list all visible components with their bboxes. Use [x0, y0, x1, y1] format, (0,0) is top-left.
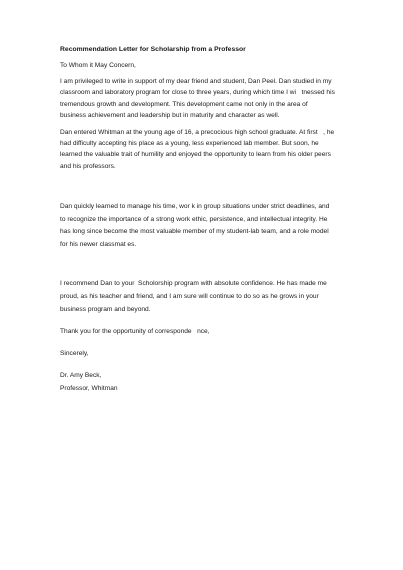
paragraph-line: I recommend Dan to your Scholorship program with absolute confidence. He has made me [60, 280, 327, 288]
paragraph-line: Dan quickly learned to manage his time, wor k in group situations under strict deadlines, and [60, 202, 330, 210]
paragraph-line: learned the valuable trait of humility and enjoyed the opportunity to learn from his older peers [60, 151, 331, 159]
paragraph-2 [60, 127, 360, 172]
paragraph-4 [60, 278, 360, 316]
paragraph-line: tremendous growth and development. This development came not only in the area of [60, 100, 308, 108]
paragraph-line: has long since become the most valuable member of my student-lab team, and a role model [60, 228, 329, 236]
paragraph-3 [60, 201, 360, 252]
letter-body [60, 44, 360, 395]
paragraph-line: and his professors. [60, 162, 116, 170]
paragraph-line: I am privileged to write in support of my dear friend and student, Dan Peel. Dan studied in my [60, 78, 332, 86]
paragraph-line: business achievement and leadership but in maturity and character as well. [60, 111, 280, 119]
letter-title: Recommendation Letter for Scholarship from a Professor [60, 46, 246, 53]
thanks-line: Thank you for the opportunity of corresponde nce, [60, 328, 210, 336]
signature-name: Dr. Amy Beck, [60, 372, 102, 380]
signature-title: Professor, Whitman [60, 385, 118, 393]
paragraph-line: business program and beyond. [60, 305, 151, 313]
paragraph-line: for his newer classmat es. [60, 241, 137, 249]
paragraph-line: to recognize the importance of a strong work ethic, persistence, and intellectual integrity. He [60, 215, 328, 223]
paragraph-1 [60, 76, 360, 121]
paragraph-line: had difficulty accepting his place as a young, less experienced lab member. But soon, he [60, 140, 319, 148]
closing-line: Sincerely, [60, 350, 89, 358]
paragraph-line: proud, as his teacher and friend, and I am sure will continue to do so as he grows in your [60, 292, 319, 300]
paragraph-line: Dan entered Whitman at the young age of 16, a precocious high school graduate. At first , he [60, 129, 335, 137]
salutation: To Whom it May Concern, [60, 62, 136, 69]
paragraph-line: classroom and laboratory program for close to three years, during which time I wi tnessed his [60, 89, 335, 97]
